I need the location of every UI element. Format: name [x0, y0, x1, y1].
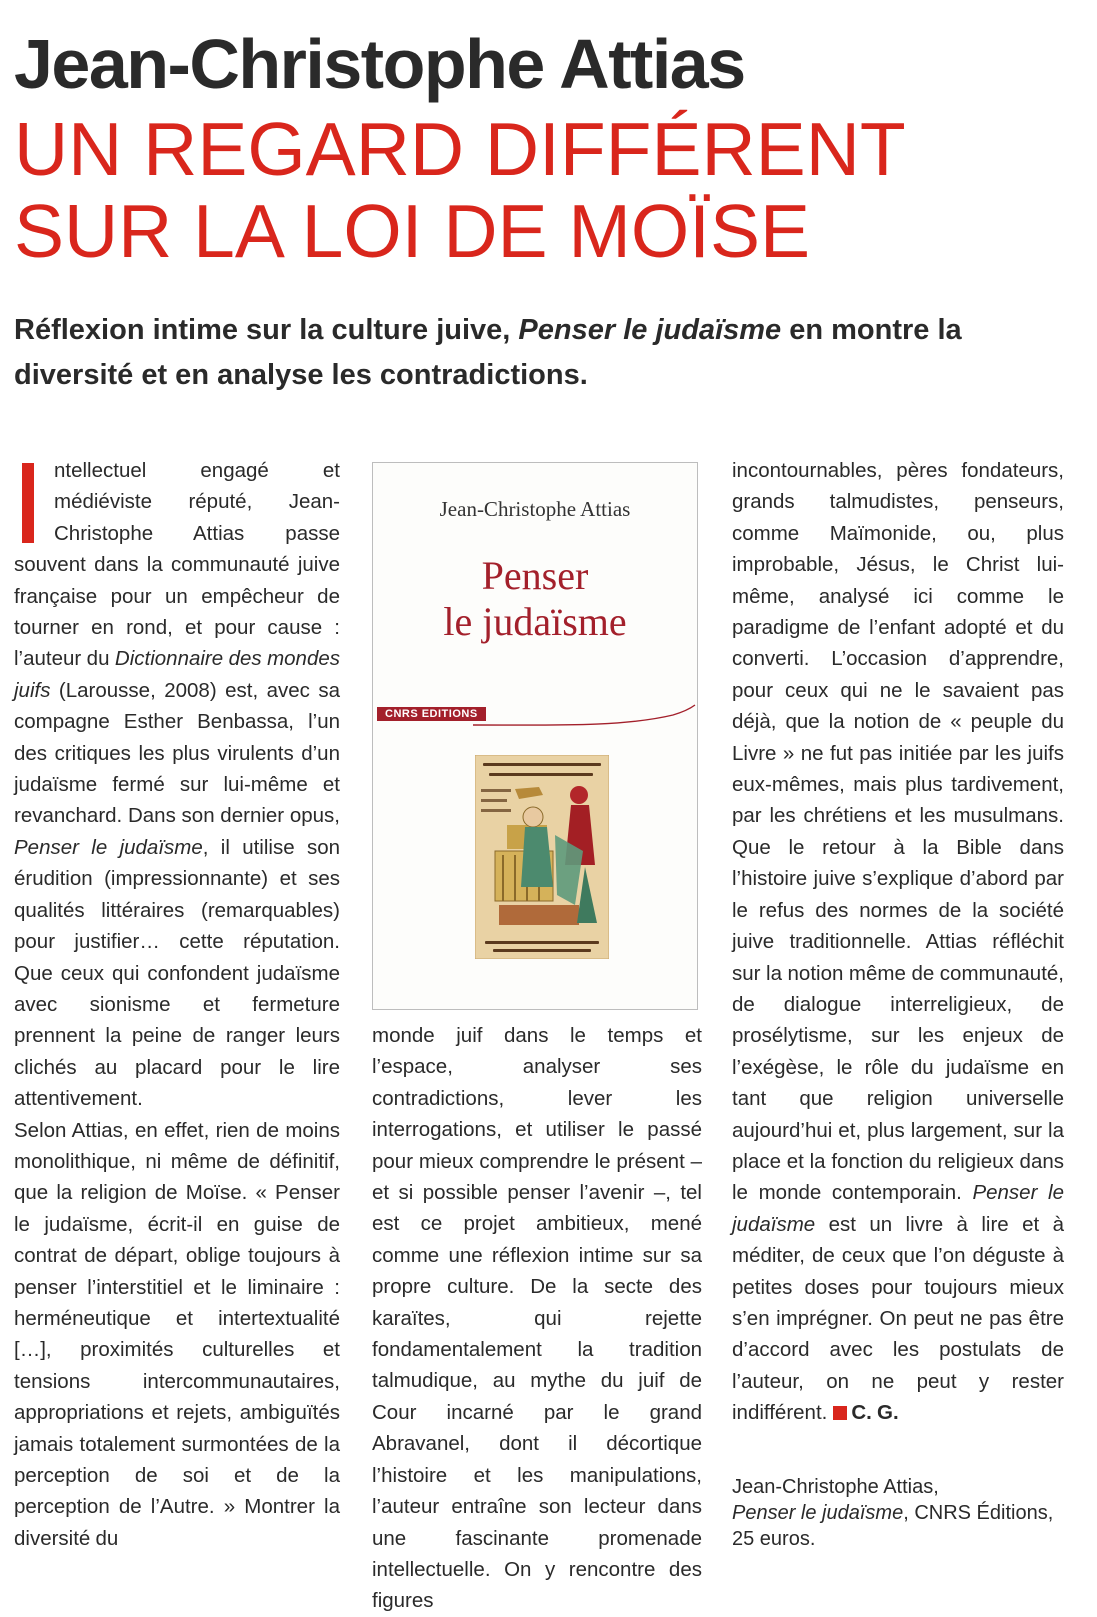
paragraph-2: Selon Attias, en effet, rien de moins monolithique, ni même de définitif, que la religion de Moïse. « Penser le judaïsme, écrit-il en guise de contrat de départ, oblige toujours à penser l’interstitiel et le liminaire : herméneutique et intertextualité […], proximités culturelles et tensions intercommunautaires, appropriations et rejets, ambiguïtés jamais totalement surmontées de la perception de soi et de la perception de l’Autre. » Montrer la diversité du [14, 1118, 340, 1550]
signature: C. G. [851, 1401, 899, 1425]
body-text: (Larousse, 2008) est, avec sa compagne Esther Benbassa, l’un des critiques les plus virulents d’un judaïsme fermé sur lui-même et revanchard. Dans son dernier opus, [14, 678, 340, 828]
body-text: est un livre à lire et à méditer, de ceux que l’on déguste à petites doses pour toujours mieux s’en imprégner. On peut ne pas être d’accord avec les postulats de l’auteur, on ne peut y rester indifférent. [732, 1212, 1064, 1425]
cover-swoosh-line-icon [473, 701, 698, 731]
book-credits [732, 1474, 1072, 1552]
book-title-italic: Penser le judaïsme [732, 1181, 1064, 1236]
book-cover [372, 462, 698, 1010]
article-column-1 [14, 455, 340, 1554]
red-drop-cap-bar-icon [22, 463, 34, 543]
headline-line-2: SUR LA LOI DE MOÏSE [14, 189, 811, 273]
body-text: ntellectuel engagé et médiéviste réputé, Jean-Christophe Attias passe souvent dans la communauté juive française pour un empêcheur de tourner en rond, et pour cause : l’auteur du [14, 459, 340, 671]
paragraph-3: monde juif dans le temps et l’espace, analyser ses contradictions, lever les interrogations, et utiliser le passé pour mieux comprendre le présent – et si possible penser l’avenir –, tel est ce projet ambitieux, mené comme une réflexion intime sur sa propre culture. De la secte des karaïtes, qui rejette fondamentalement la tradition talmudique, au mythe du juif de Cour incarné par le grand Abravanel, dont il décortique l’histoire et les manipulations, l’auteur entraîne son lecteur dans une fascinante promenade intellectuelle. On y rencontre des figures [372, 1024, 702, 1613]
credits-author: Jean-Christophe Attias, [732, 1476, 939, 1498]
red-square-bullet-icon [833, 1406, 847, 1420]
cover-author: Jean-Christophe Attias [439, 497, 631, 521]
book-title-italic: Dictionnaire des mondes juifs [14, 647, 340, 702]
article-column-3 [732, 455, 1064, 1429]
standfirst-book-title: Penser le judaïsme [518, 314, 782, 346]
cover-publisher-badge: CNRS EDITIONS [377, 707, 486, 721]
standfirst [14, 308, 1014, 398]
headline-line-1: UN REGARD DIFFÉRENT [14, 107, 906, 191]
headline [14, 108, 914, 272]
credits-book-title: Penser le judaïsme [732, 1502, 904, 1524]
article-column-2 [372, 1020, 702, 1617]
credits-publisher: , CNRS Éditions, [903, 1502, 1054, 1524]
standfirst-text-2: en montre la diversité et en analyse les contradictions. [14, 314, 962, 391]
book-title-italic: Penser le judaïsme [14, 835, 203, 859]
cover-title-line-2: le judaïsme [443, 599, 627, 644]
credits-title-line [732, 1500, 1072, 1526]
cover-title-line-1: Penser [481, 553, 589, 598]
paragraph-4 [732, 455, 1064, 1429]
body-text: , il utilise son érudition (impressionnante) et ses qualités littéraires (remarquables) pour justifier… cette réputation. Que ceux qui confondent judaïsme avec sionisme et fermeture prennent la peine de ranger leurs clichés au placard pour le lire attentivement. [14, 835, 340, 1111]
author-title: Jean-Christophe Attias [14, 25, 745, 103]
standfirst-text-1: Réflexion intime sur la culture juive, [14, 314, 519, 346]
body-text: incontournables, pères fondateurs, grands talmudistes, penseurs, comme Maïmonide, ou, plus improbable, Jésus, le Christ lui-même, analysé ici comme le paradigme de l’enfant adopté et du converti. L’occasion d’apprendre, pour ceux qui ne le savaient pas déjà, que la notion de « peuple du Livre » ne fut pas initiée par les juifs eux-mêmes, mais plus tardivement, par les chrétiens et les musulmans. Que le retour à la Bible dans l’histoire juive s’explique d’abord par le refus des normes de la société juive traditionnelle. Attias réfléchit sur la notion même de communauté, de dialogue interreligieux, de prosélytisme, sur les enjeux de l’exégèse, le rôle du judaïsme en tant que religion universelle aujourd’hui et, plus largement, sur la place et la fonction du religieux dans le monde contemporain. [732, 459, 1064, 1205]
cover-title [373, 553, 697, 645]
cover-illustration-icon [475, 755, 609, 959]
credits-price: 25 euros. [732, 1528, 816, 1550]
paragraph-1 [14, 455, 340, 1115]
